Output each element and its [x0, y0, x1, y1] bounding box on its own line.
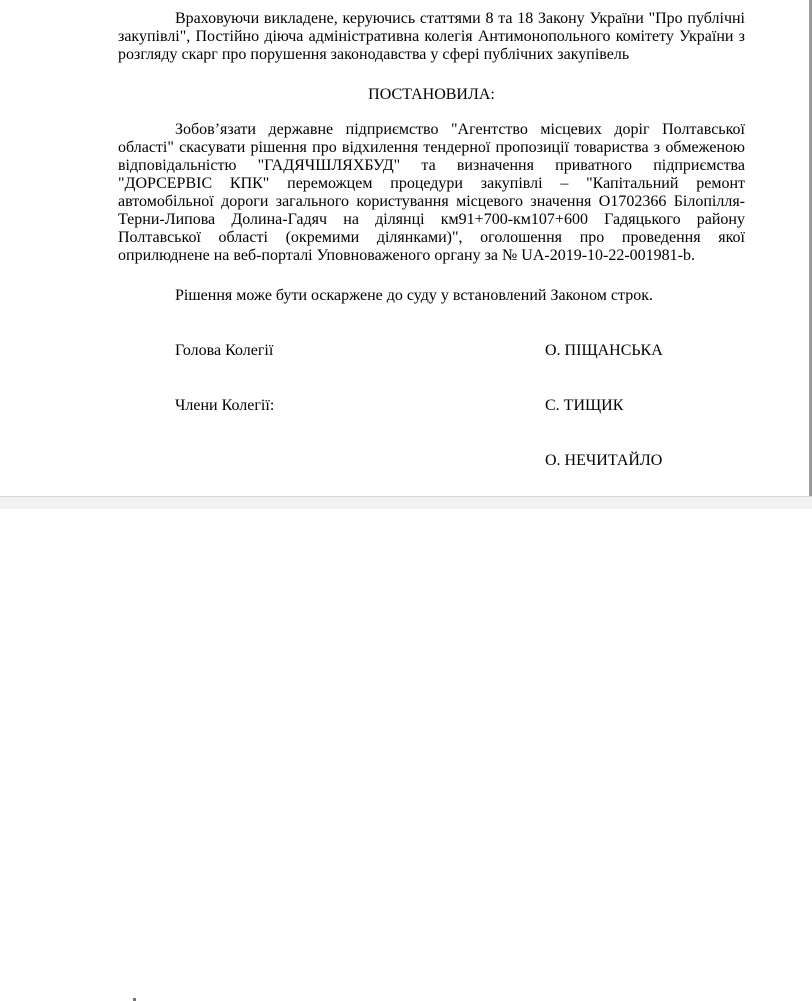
chair-label: Голова Колегії	[175, 342, 274, 359]
member-name-2: О. НЕЧИТАЙЛО	[545, 452, 663, 469]
resolution-heading: ПОСТАНОВИЛА:	[368, 86, 495, 103]
members-label: Члени Колегії:	[175, 397, 275, 414]
page-break-strip	[0, 496, 812, 509]
member-name-1: С. ТИЩИК	[545, 397, 624, 414]
chair-name: О. ПІЩАНСЬКА	[545, 342, 663, 359]
appeal-paragraph: Рішення може бути оскаржене до суду у встановлений Законом строк.	[175, 287, 653, 304]
preamble-paragraph: Враховуючи викладене, керуючись статтями 8 та 18 Закону України "Про публічні закупівлі", Постійно діюча адміністративна колегія Антимонопольного комітету України з розгляду скарг про порушення законодавства у сфері публічних закупівель	[118, 10, 745, 63]
decision-paragraph: Зобов’язати державне підприємство "Агентство місцевих доріг Полтавської області" скасувати рішення про відхилення тендерної пропозиції товариства з обмеженою відповідальністю "ГАДЯЧШЛЯХБУД" та визначення приватного підприємства "ДОРСЕРВІС КПК" переможцем процедури закупівлі – "Капітальний ремонт автомобільної дороги загального користування місцевого значення О1702366 Білопілля-Терни-Липова Долина-Гадяч на ділянці км91+700-км107+600 Гадяцького району Полтавської області (окремими ділянками)", оголошення про проведення якої оприлюднене на веб-порталі Уповноваженого органу за № UA-2019-10-22-001981-b.	[118, 121, 745, 264]
